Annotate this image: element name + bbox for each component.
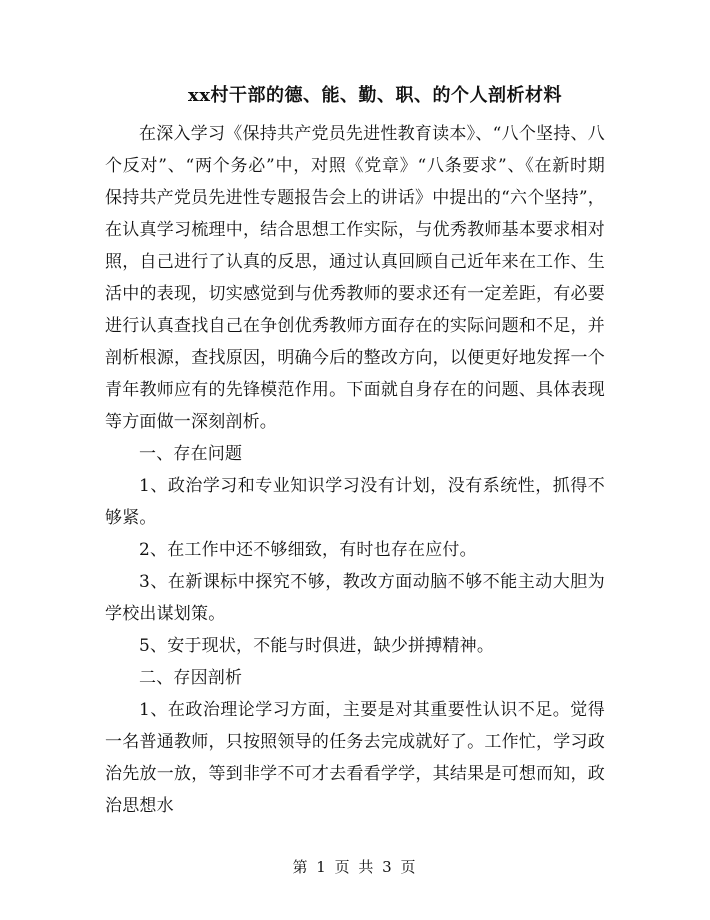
- section-heading-analysis: 二、存因剖析: [139, 668, 243, 688]
- analysis-item-1: 1、在政治理论学习方面，主要是对其重要性认识不足。觉得一名普通教师，只按照领导的任务去完成就好了。工作忙，学习政治先放一放，等到非学不可才去看看学学，其结果是可想而知，政治思想水: [105, 700, 605, 816]
- problem-item-5: 5、安于现状，不能与时俱进，缺少拼搏精神。: [139, 636, 495, 656]
- page-footer: 第 1 页 共 3 页: [292, 858, 418, 876]
- document-title: xx村干部的德、能、勤、职、的个人剖析材料: [188, 85, 562, 106]
- document-body: [105, 118, 605, 822]
- problem-item-3: 3、在新课标中探究不够，教改方面动脑不够不能主动大胆为学校出谋划策。: [105, 572, 605, 624]
- problem-item-1: 1、政治学习和专业知识学习没有计划，没有系统性，抓得不够紧。: [105, 476, 605, 528]
- problem-item-2: 2、在工作中还不够细致，有时也存在应付。: [139, 540, 477, 560]
- intro-paragraph: 在深入学习《保持共产党员先进性教育读本》、“八个坚持、八个反对”、“两个务必”中，对照《党章》“八条要求”、《在新时期保持共产党员先进性专题报告会上的讲话》中提出的“六个坚持”，在认真学习梳理中，结合思想工作实际，与优秀教师基本要求相对照，自己进行了认真的反思，通过认真回顾自己近年来在工作、生活中的表现，切实感觉到与优秀教师的要求还有一定差距，有必要进行认真查找自己在争创优秀教师方面存在的实际问题和不足，并剖析根源，查找原因，明确今后的整改方向，以便更好地发挥一个青年教师应有的先锋模范作用。下面就自身存在的问题、具体表现等方面做一深刻剖析。: [105, 124, 605, 432]
- section-heading-problems: 一、存在问题: [139, 444, 243, 464]
